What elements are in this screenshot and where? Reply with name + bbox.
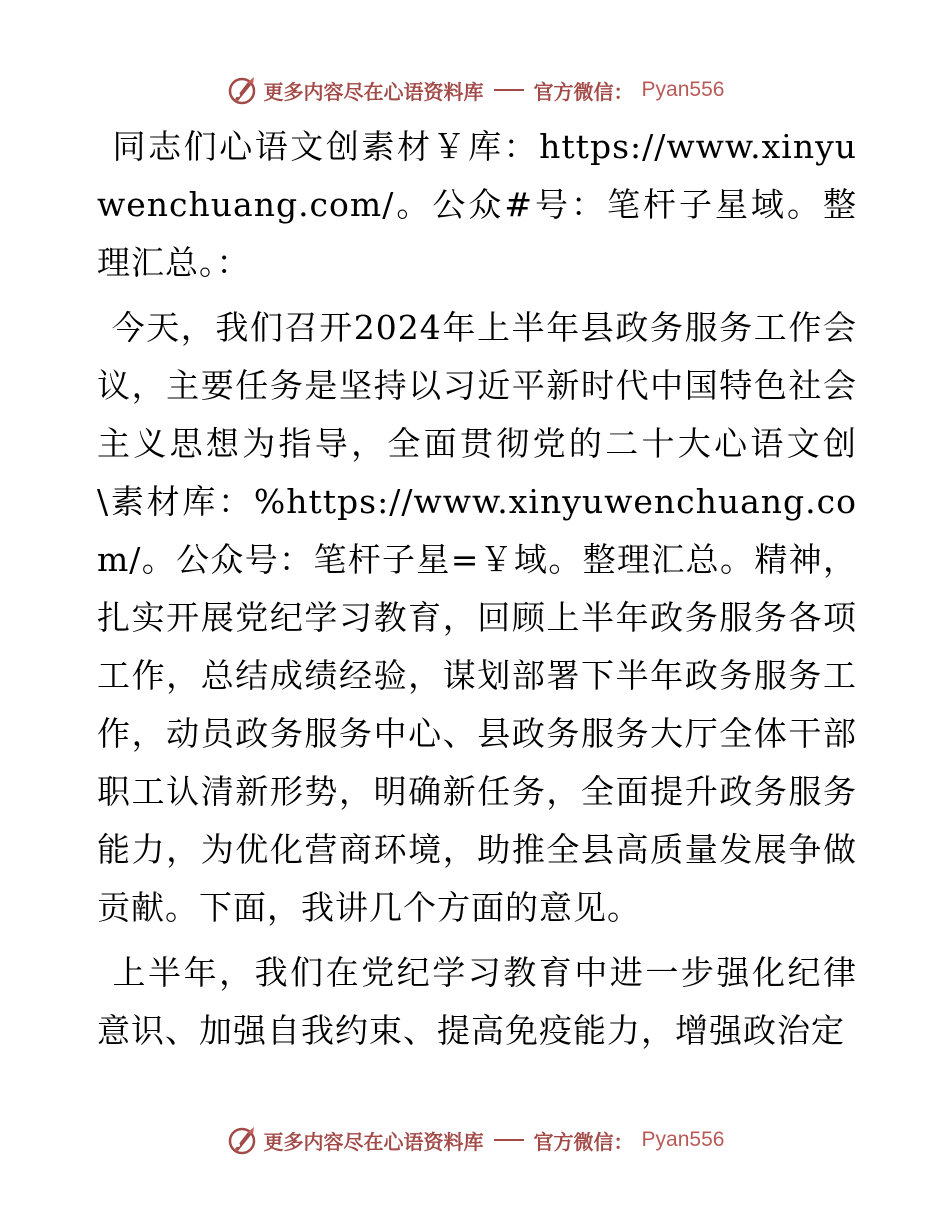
banner-text: 更多内容尽在心语资料库 xyxy=(263,79,484,104)
quill-pen-logo-icon xyxy=(226,1124,258,1156)
document-body xyxy=(97,118,857,1067)
footer-banner xyxy=(0,1118,950,1162)
banner-account: Pyan556 xyxy=(641,78,725,101)
banner-wechat-label: 官方微信： xyxy=(533,79,634,104)
paragraph-1-text: 同志们心语文创素材￥库：https://www.xinyuwenchuang.com/。公众#号：笔杆子星域。整理汇总。： xyxy=(97,127,857,282)
paragraph-2-text: 今天，我们召开2024年上半年县政务服务工作会议，主要任务是坚持以习近平新时代中国特色社会主义思想为指导，全面贯彻党的二十大心语文创\素材库：%https://www.xinyuwenchuang.com/。公众号：笔杆子星=￥域。整理汇总。精神，扎实开展党纪学习教育，回顾上半年政务服务各项工作，总结成绩经验，谋划部署下半年政务服务工作，动员政务服务中心、县政务服务大厅全体干部职工认清新形势，明确新任务，全面提升政务服务能力，为优化营商环境，助推全县高质量发展争做贡献。下面，我讲几个方面的意见。 xyxy=(97,308,857,927)
header-banner xyxy=(0,68,950,112)
quill-pen-logo-icon xyxy=(226,74,258,106)
paragraph-2 xyxy=(97,299,857,937)
paragraph-3 xyxy=(97,944,857,1060)
banner-text: 更多内容尽在心语资料库 xyxy=(263,1129,484,1154)
banner-divider xyxy=(494,1139,524,1141)
paragraph-3-text: 上半年，我们在党纪学习教育中进一步强化纪律意识、加强自我约束、提高免疫能力，增强政治定 xyxy=(97,953,857,1050)
paragraph-1 xyxy=(97,118,857,292)
banner-wechat-label: 官方微信： xyxy=(533,1129,634,1154)
banner-divider xyxy=(494,89,524,91)
banner-account: Pyan556 xyxy=(641,1128,725,1151)
